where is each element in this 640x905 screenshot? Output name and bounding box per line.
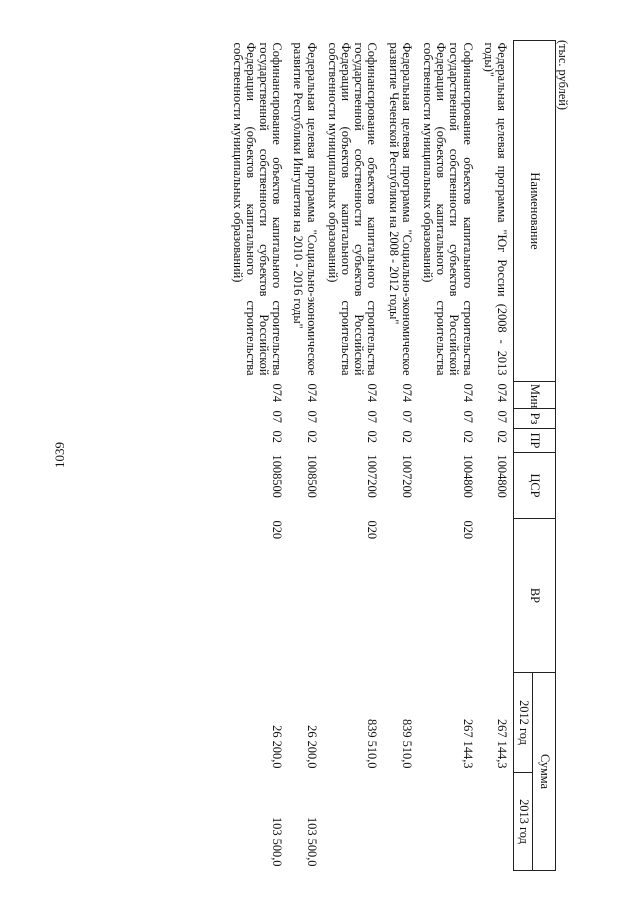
table-cell-min: 074 xyxy=(304,383,319,403)
table-cell-rz: 07 xyxy=(495,410,509,423)
header-pr: ПР xyxy=(514,429,556,453)
table-row xyxy=(418,41,479,871)
table-cell-2012: 26 200,0 xyxy=(304,725,319,769)
table-cell-2013 xyxy=(323,773,384,871)
table-cell-name: Федеральная целевая программа "Социально-экономическое развитие Чеченской Республики на 2008 - 2012 годы" xyxy=(386,42,414,376)
table-cell-2012: 839 510,0 xyxy=(365,718,380,769)
table-cell-min: 074 xyxy=(399,383,414,403)
table-cell-vr: 020 xyxy=(460,520,475,540)
table-cell-2012: 267 144,3 xyxy=(495,718,509,769)
table-cell-csr: 1007200 xyxy=(365,454,380,498)
table-cell-min: 074 xyxy=(270,383,285,403)
table-cell-2012: 267 144,3 xyxy=(460,718,475,769)
table-cell-2013 xyxy=(383,773,417,871)
header-year-2012: 2012 год xyxy=(514,673,533,773)
budget-table-sheet xyxy=(125,40,570,870)
page-number: 1039 xyxy=(52,442,67,468)
table-cell-rz: 07 xyxy=(365,410,380,423)
table-cell-2013 xyxy=(479,773,514,871)
table-cell-vr xyxy=(288,519,322,673)
table-cell-pr: 02 xyxy=(399,430,414,443)
table-cell-2013: 103 500,0 xyxy=(304,816,319,867)
table-cell-csr: 1004800 xyxy=(495,454,509,498)
table-cell-rz: 07 xyxy=(304,410,319,423)
table-row xyxy=(227,41,288,871)
table-cell-name: Федеральная целевая программа "Социально-экономическое развитие Республики Ингушетия на 2010 - 2016 годы" xyxy=(291,42,319,376)
header-sum: Сумма xyxy=(533,673,556,871)
header-min: Мин xyxy=(514,382,556,409)
table-cell-pr: 02 xyxy=(460,430,475,443)
table-cell-min: 074 xyxy=(495,383,509,403)
table-cell-csr: 1008500 xyxy=(270,454,285,498)
table-cell-name: Софинансирование объектов капитального строительства государственной собственности субъектов Российской Федерации (объектов капитального строительства собственности муниципальных образований) xyxy=(230,42,285,376)
table-cell-pr: 02 xyxy=(304,430,319,443)
table-row xyxy=(288,41,322,871)
header-name: Наименование xyxy=(514,41,556,382)
unit-note: (тыс. рублей) xyxy=(556,40,570,111)
table-cell-name: Софинансирование объектов капитального строительства государственной собственности субъектов Российской Федерации (объектов капитального строительства собственности муниципальных образований) xyxy=(420,42,475,376)
table-cell-vr xyxy=(479,519,514,673)
header-csr: ЦСР xyxy=(514,453,556,519)
table-cell-vr: 020 xyxy=(365,520,380,540)
table-cell-2013 xyxy=(418,773,479,871)
table-cell-2012: 839 510,0 xyxy=(399,718,414,769)
header-vr: ВР xyxy=(514,519,556,673)
table-cell-min: 074 xyxy=(365,383,380,403)
table-cell-pr: 02 xyxy=(495,430,509,443)
table-cell-rz: 07 xyxy=(270,410,285,423)
table-cell-name: Софинансирование объектов капитального строительства государственной собственности субъектов Российской Федерации (объектов капитального строительства собственности муниципальных образований) xyxy=(325,42,380,376)
table-cell-csr: 1004800 xyxy=(460,454,475,498)
table-cell-min: 074 xyxy=(460,383,475,403)
table-row xyxy=(383,41,417,871)
table-cell-vr xyxy=(383,519,417,673)
table-cell-rz: 07 xyxy=(460,410,475,423)
table-cell-pr: 02 xyxy=(270,430,285,443)
table-cell-rz: 07 xyxy=(399,410,414,423)
table-cell-name: Федеральная целевая программа "Юг России (2008 - 2013 годы)" xyxy=(481,42,509,376)
table-cell-csr: 1007200 xyxy=(399,454,414,498)
header-rz: Рз xyxy=(514,409,556,429)
budget-table xyxy=(227,40,556,871)
table-cell-csr: 1008500 xyxy=(304,454,319,498)
table-cell-2013: 103 500,0 xyxy=(270,816,285,867)
table-row xyxy=(479,41,514,871)
table-row xyxy=(323,41,384,871)
header-year-2013: 2013 год xyxy=(514,773,533,871)
table-cell-pr: 02 xyxy=(365,430,380,443)
table-cell-2012: 26 200,0 xyxy=(270,725,285,769)
table-cell-vr: 020 xyxy=(270,520,285,540)
